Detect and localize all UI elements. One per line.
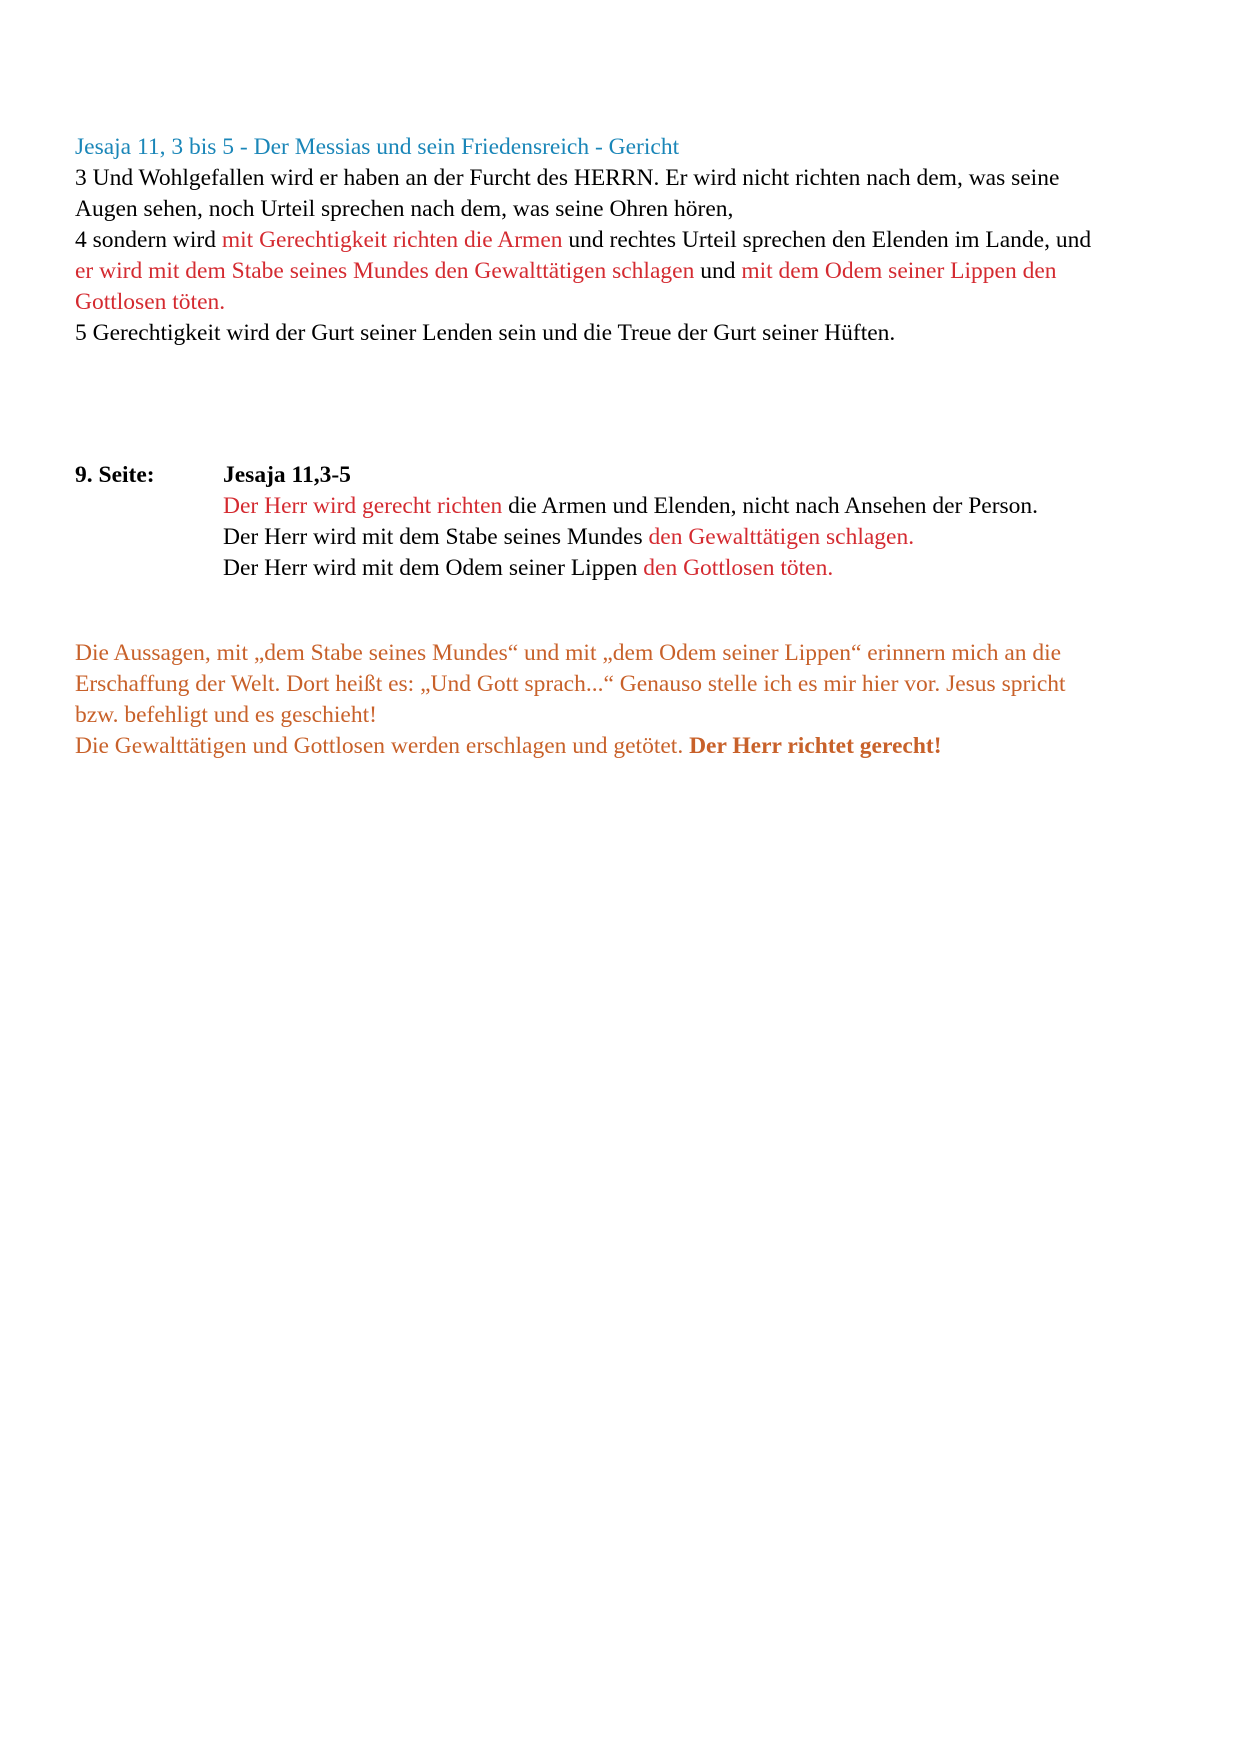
comment-conclusion: Der Herr richtet gerecht!: [689, 733, 942, 759]
verse-5-line: 5 Gerechtigkeit wird der Gurt seiner Lenden sein und die Treue der Gurt seiner Hüften.: [75, 320, 896, 346]
notes-reference: Jesaja 11,3-5: [223, 462, 351, 488]
notes-line-3: [223, 551, 833, 585]
comment-text: Die Gewalttätigen und Gottlosen werden erschlagen und getötet.: [75, 733, 690, 759]
verse-4-line-3: Gottlosen töten.: [75, 289, 226, 315]
notes-text: Der Herr wird mit dem Stabe seines Mundes: [223, 524, 649, 550]
verse-4-text: 4 sondern wird: [75, 227, 222, 253]
verse-3-line-1: 3 Und Wohlgefallen wird er haben an der Furcht des HERRN. Er wird nicht richten nach dem, was seine: [75, 165, 1060, 191]
comment-line-1: Die Aussagen, mit „dem Stabe seines Mundes“ und mit „dem Odem seiner Lippen“ erinnern mich an die: [75, 640, 1062, 666]
verse-4-highlight: mit dem Odem seiner Lippen den: [741, 258, 1057, 284]
comment-line-4: [75, 729, 942, 763]
notes-line-1: [223, 489, 1038, 523]
verse-4-highlight: er wird mit dem Stabe seines Mundes den Gewalttätigen schlagen: [75, 258, 695, 284]
verse-4-line-2: [75, 254, 1057, 288]
notes-text: Der Herr wird mit dem Odem seiner Lippen: [223, 555, 644, 581]
notes-highlight: Der Herr wird gerecht richten: [223, 493, 503, 519]
verse-4-text: und: [694, 258, 742, 284]
passage-heading: Jesaja 11, 3 bis 5 - Der Messias und sein Friedensreich - Gericht: [75, 134, 680, 160]
notes-highlight: den Gewalttätigen schlagen.: [648, 524, 915, 550]
verse-4-line-1: [75, 223, 1091, 257]
verse-3-line-2: Augen sehen, noch Urteil sprechen nach dem, was seine Ohren hören,: [75, 196, 734, 222]
comment-line-3: bzw. befehligt und es geschieht!: [75, 702, 377, 728]
page-label: 9. Seite:: [75, 462, 155, 488]
notes-highlight: den Gottlosen töten.: [643, 555, 834, 581]
comment-line-2: Erschaffung der Welt. Dort heißt es: „Und Gott sprach...“ Genauso stelle ich es mir hier vor. Jesus spricht: [75, 671, 1066, 697]
notes-line-2: [223, 520, 914, 554]
verse-4-text: und rechtes Urteil sprechen den Elenden im Lande, und: [562, 227, 1092, 253]
notes-text: die Armen und Elenden, nicht nach Ansehen der Person.: [502, 493, 1039, 519]
verse-4-highlight: mit Gerechtigkeit richten die Armen: [221, 227, 563, 253]
